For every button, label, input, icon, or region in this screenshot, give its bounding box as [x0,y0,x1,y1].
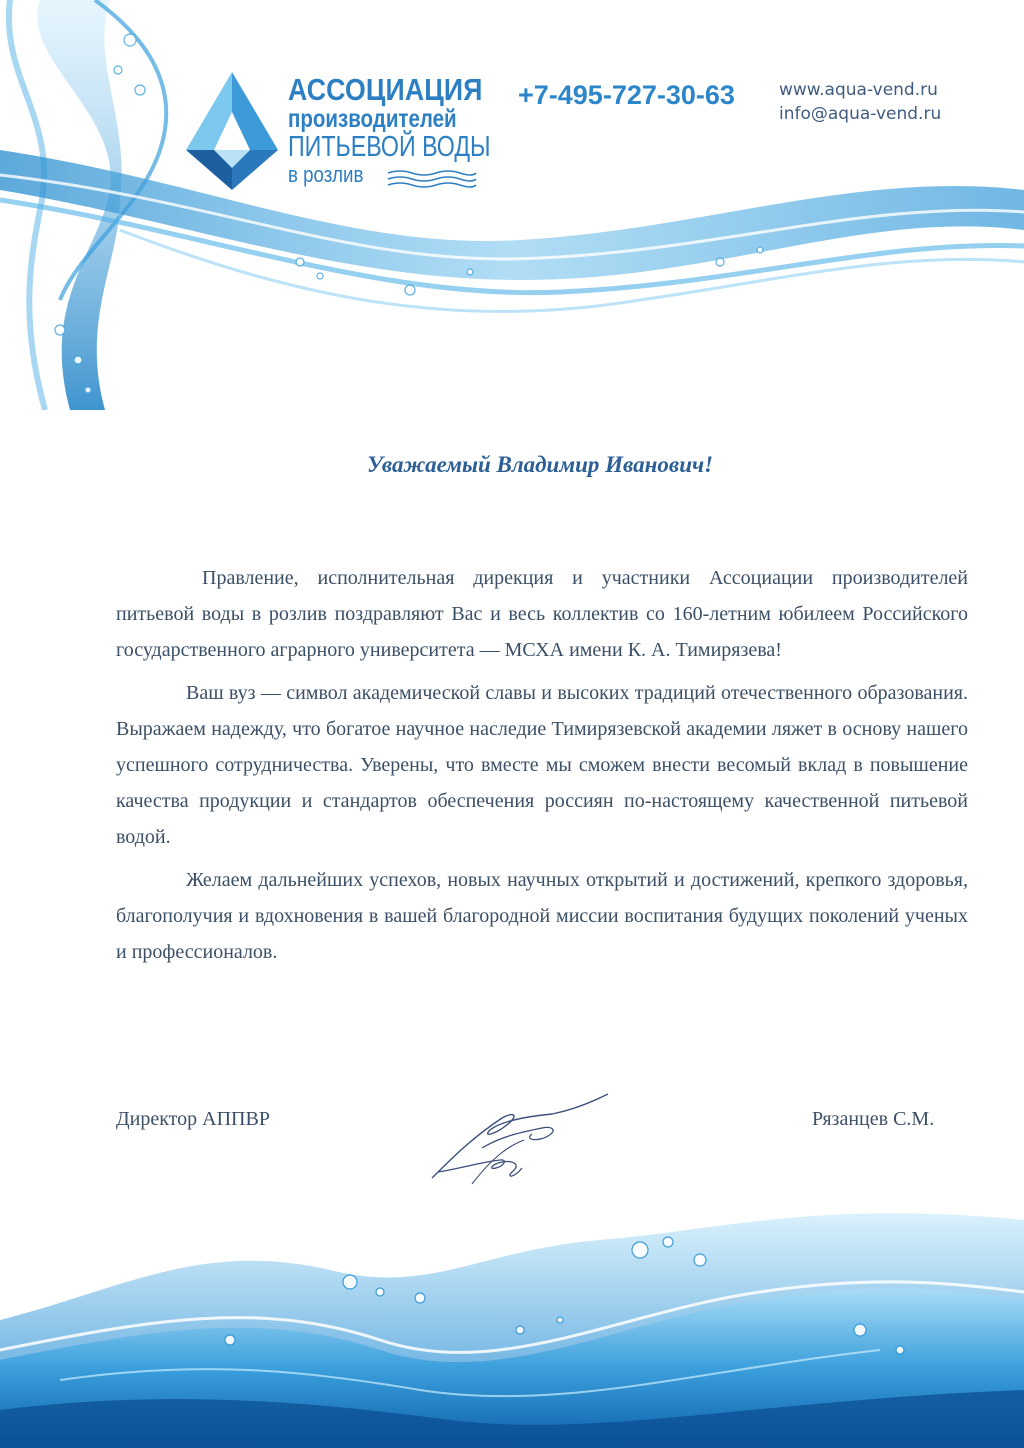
association-logo [186,72,491,192]
header-water-splash-image [0,0,1024,410]
letter-paragraph: Правление, исполнительная дирекция и участники Ассоциации производителей питьевой воды в розлив поздравляют Вас и весь коллектив со 160-летним юбилеем Российского государственного аграрного университета — МСХА имени К. А. Тимирязева! [116,567,968,661]
phone-number[interactable]: +7-495-727-30-63 [518,80,735,110]
letter-body [116,560,968,977]
website-link[interactable]: www.aqua-vend.ru [779,80,938,100]
letter-salutation: Уважаемый Владимир Иванович! [366,452,714,477]
signer-name: Рязанцев С.М. [812,1108,935,1130]
handwritten-signature [412,1088,612,1188]
logo-text-association: АССОЦИАЦИЯ [288,72,483,107]
logo-text-bottled: в розлив [288,162,364,187]
logo-text-drinking-water: ПИТЬЕВОЙ ВОДЫ [288,131,491,163]
letter-paragraph: Ваш вуз — символ академической славы и высоких традиций отечественного образования. Выражаем надежду, что богатое научное наследие Тимирязевской академии ляжет в основу нашего успешного сотрудничества. Уверены, что вместе мы сможем внести весомый вклад в повышение качества продукции и стандартов обеспечения россиян по-настоящему качественной питьевой водой. [116,682,968,848]
water-drop-logo-icon [186,72,278,190]
letter-paragraph: Желаем дальнейших успехов, новых научных открытий и достижений, крепкого здоровья, благополучия и вдохновения в вашей благородной миссии воспитания будущих поколений ученых и профессионалов. [116,869,968,963]
footer-water-wave-image [0,1180,1024,1448]
signer-role: Директор АППВР [116,1108,270,1130]
email-link[interactable]: info@aqua-vend.ru [779,104,942,124]
logo-text-producers: производителей [288,105,457,133]
logo-waves-icon [386,168,478,188]
